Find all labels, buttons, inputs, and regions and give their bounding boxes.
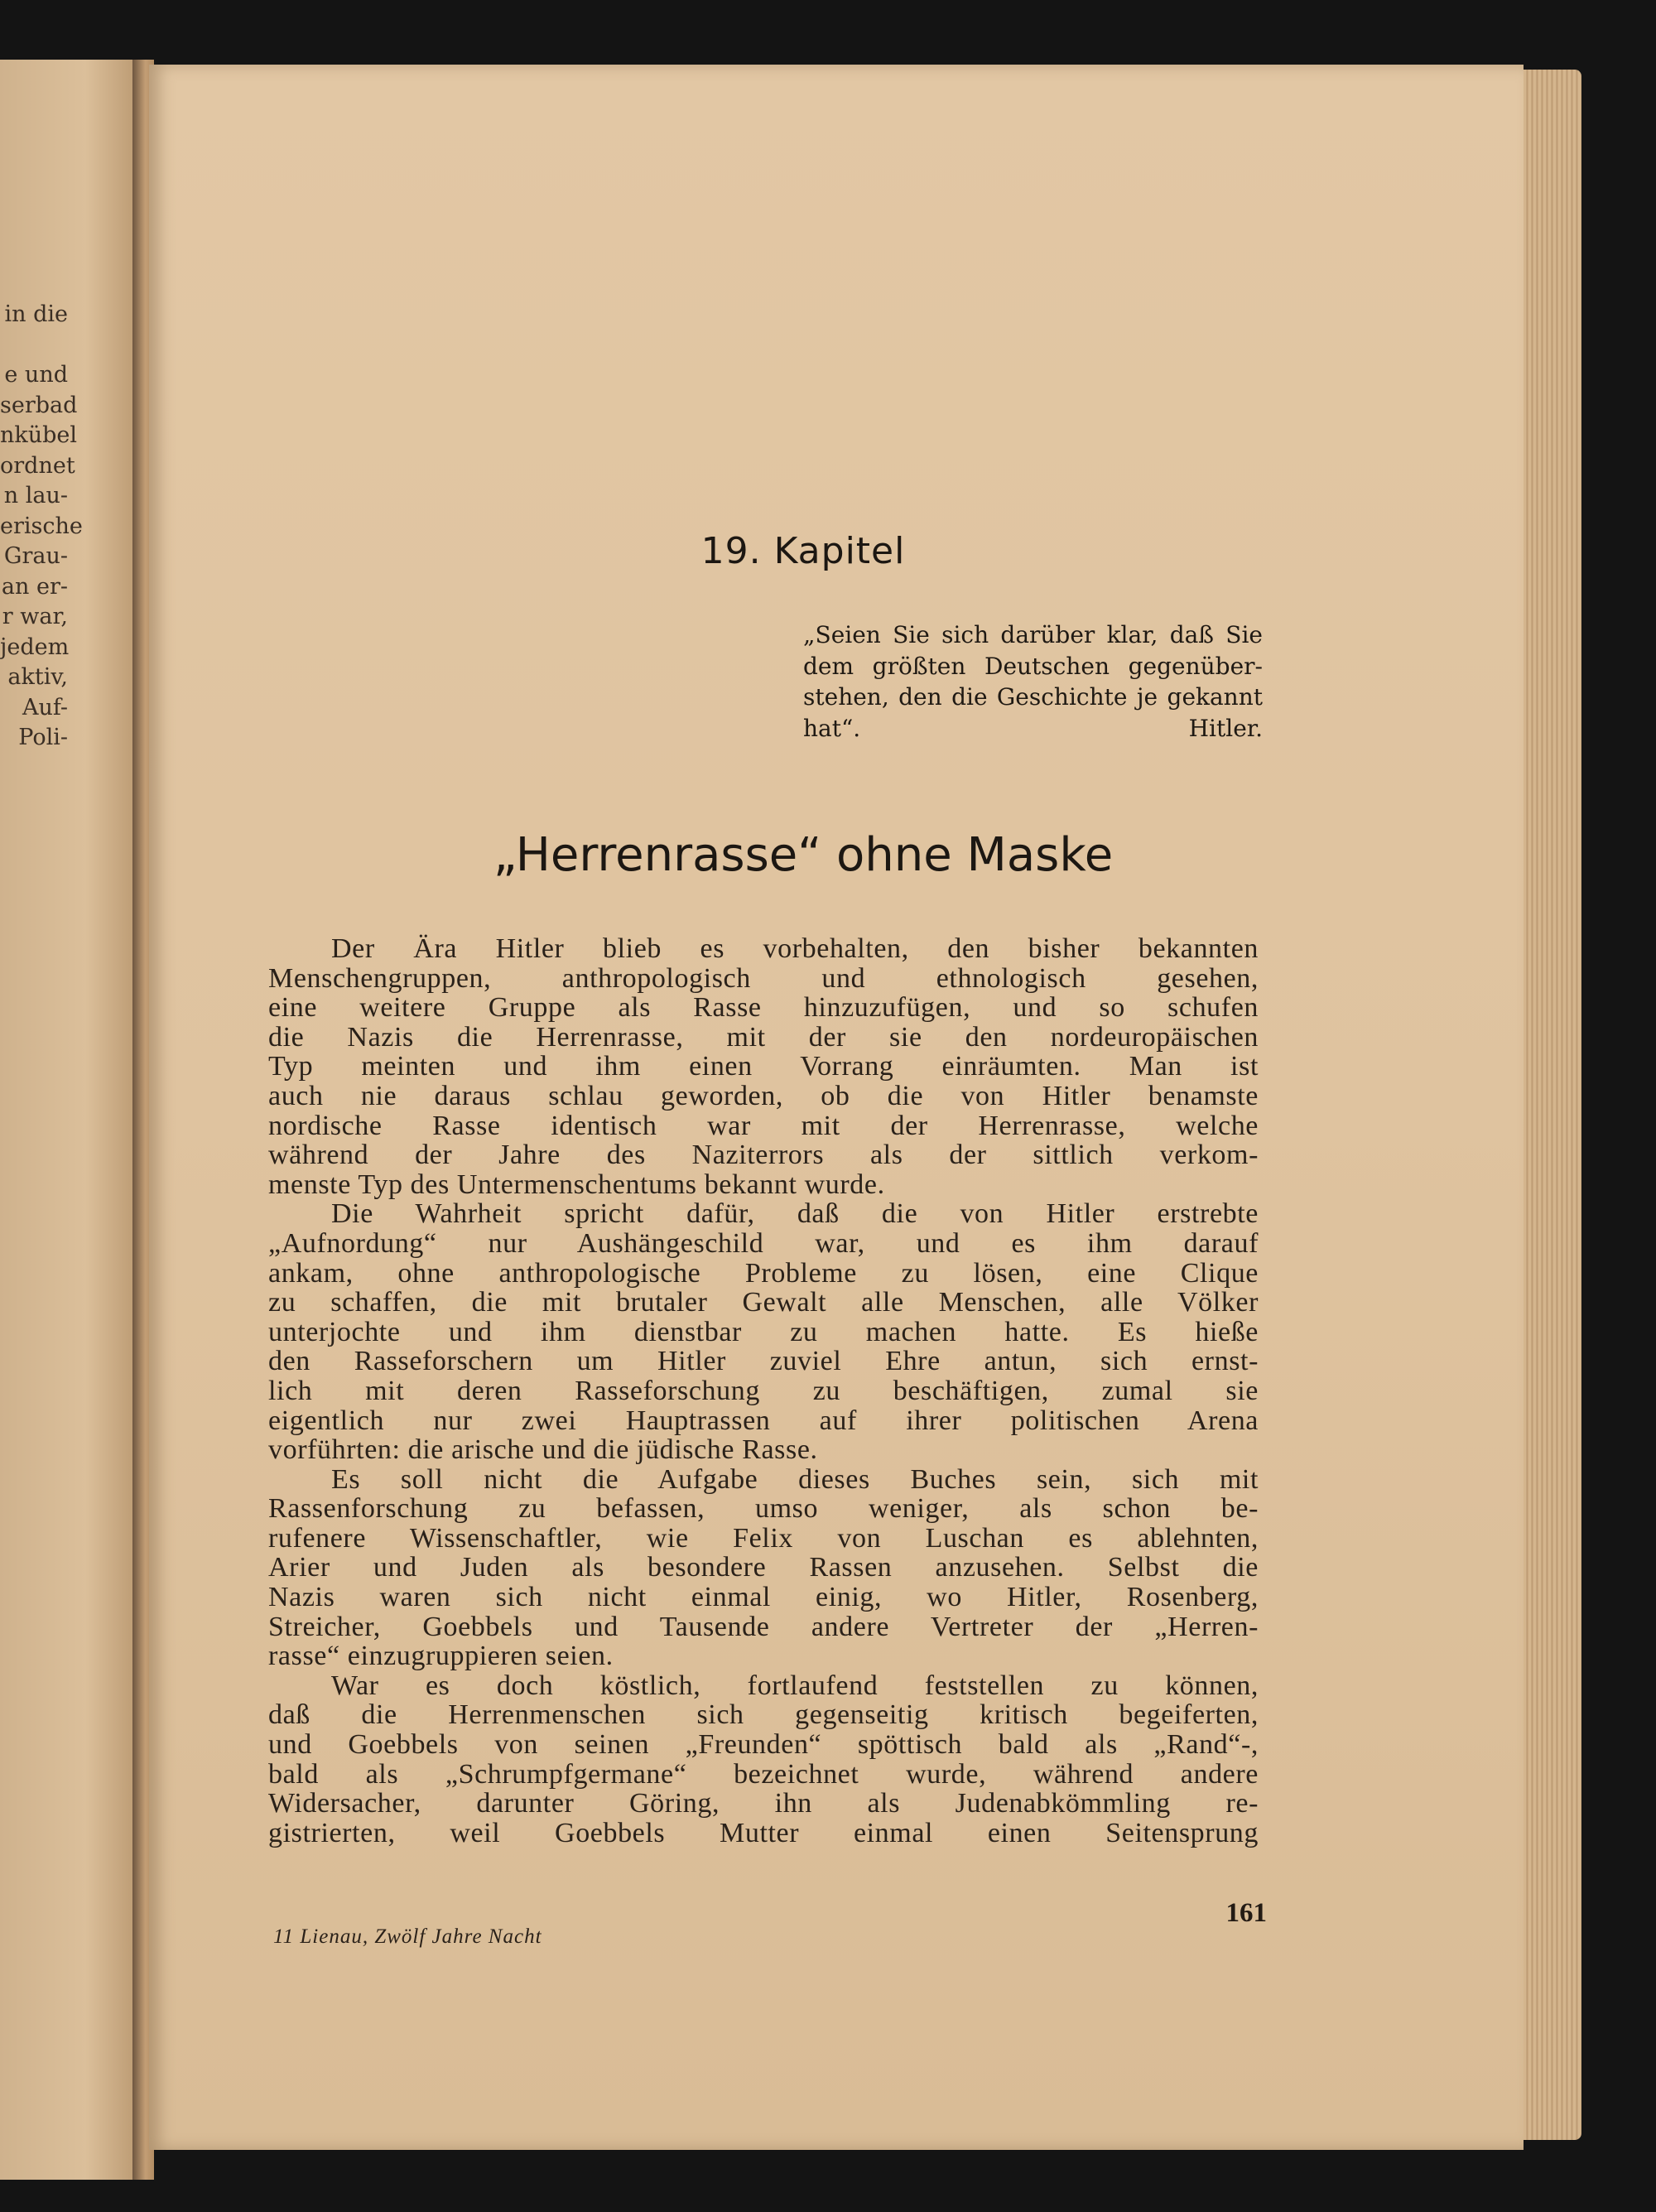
left-page-fragment: Auf- bbox=[22, 694, 68, 720]
body-line: den Rasseforschern um Hitler zuviel Ehre antun, sich ernst- bbox=[268, 1346, 1259, 1377]
epigraph bbox=[803, 619, 1263, 744]
body-line: eine weitere Gruppe als Rasse hinzuzufügen, und so schufen bbox=[268, 992, 1259, 1024]
body-line: menste Typ des Untermenschentums bekannt wurde. bbox=[268, 1169, 885, 1200]
body-line: und Goebbels von seinen „Freunden“ spöttisch bald als „Rand“-, bbox=[268, 1729, 1259, 1761]
left-page-fragment: Grau- bbox=[3, 543, 68, 569]
body-line: Widersacher, darunter Göring, ihn als Judenabkömmling re- bbox=[268, 1788, 1259, 1819]
printer-signature: 11 Lienau, Zwölf Jahre Nacht bbox=[273, 1925, 542, 1948]
left-page-fragment: r war, bbox=[2, 604, 68, 629]
left-page-fragment: an er- bbox=[1, 573, 68, 600]
left-page-fragment: aktiv, bbox=[7, 664, 68, 690]
body-line: gistrierten, weil Goebbels Mutter einmal einen Seitensprung bbox=[268, 1817, 1259, 1848]
body-line: Die Wahrheit spricht dafür, daß die von Hitler erstrebte bbox=[331, 1198, 1259, 1230]
body-line: rasse“ einzugruppieren seien. bbox=[268, 1641, 614, 1672]
epigraph-line: dem größten Deutschen gegenüber- bbox=[803, 652, 1263, 680]
body-line: die Nazis die Herrenrasse, mit der sie den nordeuropäischen bbox=[268, 1021, 1259, 1053]
page-edges bbox=[1514, 70, 1581, 2140]
body-line: vorführten: die arische und die jüdische Rasse. bbox=[268, 1434, 818, 1466]
left-page-fragment: in die bbox=[4, 301, 68, 327]
body-text bbox=[268, 934, 1259, 1848]
left-page-fragment: serbad bbox=[0, 392, 78, 418]
body-line: Rassenforschung zu befassen, umso weniger, als schon be- bbox=[268, 1493, 1259, 1525]
left-page-fragment: n lau- bbox=[3, 483, 68, 508]
epigraph-line: stehen, den die Geschichte je gekannt bbox=[803, 683, 1263, 711]
body-line: Es soll nicht die Aufgabe dieses Buches sein, sich mit bbox=[331, 1463, 1259, 1495]
left-page bbox=[0, 60, 142, 2180]
body-line: „Aufnordung“ nur Aushängeschild war, und es ihm darauf bbox=[268, 1227, 1259, 1259]
body-line: zu schaffen, die mit brutaler Gewalt alle Menschen, alle Völker bbox=[268, 1287, 1259, 1318]
body-line: während der Jahre des Naziterrors als der sittlich verkom- bbox=[268, 1140, 1259, 1171]
body-line: Der Ära Hitler blieb es vorbehalten, den bisher bekannten bbox=[331, 933, 1259, 964]
left-page-fragment: Poli- bbox=[18, 725, 68, 750]
left-page-text-fragments bbox=[0, 300, 83, 754]
body-line: lich mit deren Rasseforschung zu beschäftigen, zumal sie bbox=[268, 1375, 1259, 1406]
left-page-fragment: jedem bbox=[0, 634, 70, 660]
chapter-heading: 19. Kapitel bbox=[700, 530, 906, 572]
epigraph-line: hat“. bbox=[803, 714, 861, 742]
page-number: 161 bbox=[1225, 1898, 1267, 1928]
page-title: „Herrenrasse“ ohne Maske bbox=[493, 828, 1114, 882]
body-line: rufenere Wissenschaftler, wie Felix von Luschan es ablehnten, bbox=[268, 1522, 1259, 1554]
body-line: Typ meinten und ihm einen Vorrang einräumten. Man ist bbox=[268, 1051, 1259, 1082]
body-line: Streicher, Goebbels und Tausende andere Vertreter der „Herren- bbox=[268, 1611, 1259, 1642]
body-line: bald als „Schrumpfgermane“ bezeichnet wurde, während andere bbox=[268, 1758, 1259, 1790]
body-line: unterjochte und ihm dienstbar zu machen hatte. Es hieße bbox=[268, 1316, 1259, 1347]
left-page-fragment bbox=[0, 330, 68, 361]
epigraph-line: „Seien Sie sich darüber klar, daß Sie bbox=[803, 621, 1263, 648]
body-line: Arier und Juden als besondere Rassen anzusehen. Selbst die bbox=[268, 1552, 1259, 1583]
body-line: War es doch köstlich, fortlaufend feststellen zu können, bbox=[331, 1670, 1259, 1701]
epigraph-attribution: Hitler. bbox=[1188, 714, 1263, 742]
left-page-fragment: e und bbox=[4, 362, 68, 388]
left-page-fragment: ordnet bbox=[0, 452, 75, 479]
left-page-fragment: nkübel bbox=[0, 422, 78, 448]
left-page-fragment: erische bbox=[0, 513, 83, 539]
body-line: ankam, ohne anthropologische Probleme zu lösen, eine Clique bbox=[268, 1257, 1259, 1289]
body-line: Nazis waren sich nicht einmal einig, wo Hitler, Rosenberg, bbox=[268, 1582, 1259, 1613]
body-line: daß die Herrenmenschen sich gegenseitig kritisch begeiferten, bbox=[268, 1699, 1259, 1731]
body-line: nordische Rasse identisch war mit der Herrenrasse, welche bbox=[268, 1110, 1259, 1141]
body-line: eigentlich nur zwei Hauptrassen auf ihrer politischen Arena bbox=[268, 1405, 1259, 1436]
body-line: Menschengruppen, anthropologisch und ethnologisch gesehen, bbox=[268, 962, 1259, 994]
body-line: auch nie daraus schlau geworden, ob die von Hitler benamste bbox=[268, 1080, 1259, 1111]
